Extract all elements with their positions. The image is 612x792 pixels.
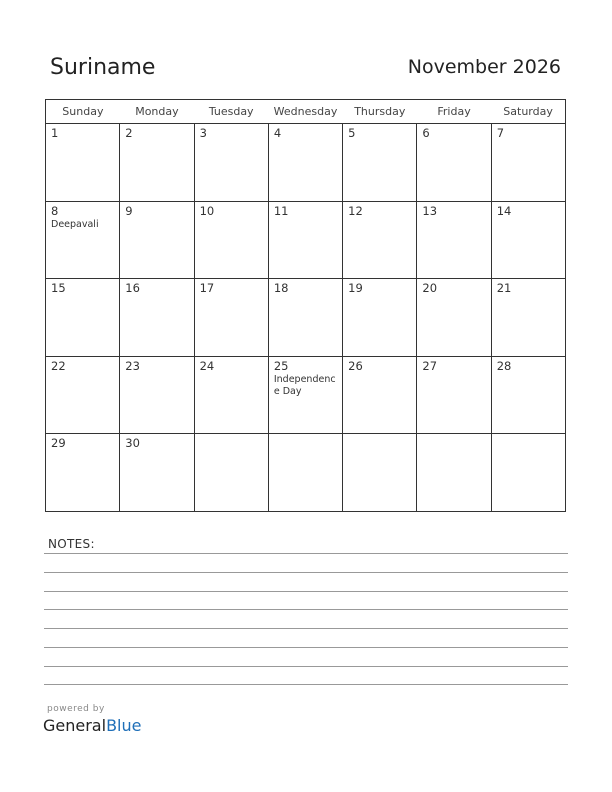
day-cell: [343, 434, 417, 512]
day-number: 3: [199, 126, 207, 140]
notes-label: NOTES:: [48, 537, 95, 551]
week-row: [46, 124, 566, 202]
day-cell: [194, 124, 268, 202]
day-cell: [46, 124, 120, 202]
day-number: 7: [496, 126, 505, 140]
day-number: 1: [51, 126, 59, 140]
note-line: [44, 684, 568, 685]
day-cell: [120, 279, 194, 357]
day-number: 2: [125, 126, 133, 140]
powered-by-text: powered by: [47, 704, 105, 714]
day-cell: [194, 201, 268, 279]
day-cell: [46, 279, 120, 357]
day-number: 18: [273, 281, 289, 296]
week-row: [46, 279, 566, 357]
day-number: 28: [496, 358, 512, 373]
weekday-sunday: Sunday: [46, 100, 120, 124]
day-cell: [268, 356, 342, 434]
day-number: 9: [125, 203, 133, 218]
day-number: 29: [51, 436, 66, 451]
day-number: 6: [422, 126, 430, 140]
week-row: [46, 356, 566, 434]
note-line: [44, 609, 568, 610]
day-number: 21: [496, 281, 512, 296]
weekday-tuesday: Tuesday: [194, 100, 268, 124]
generalblue-logo: [43, 716, 141, 735]
day-cell: [120, 434, 194, 512]
day-cell: [343, 201, 417, 279]
note-line: [44, 628, 568, 629]
day-cell: [120, 124, 194, 202]
calendar-grid: [45, 99, 566, 512]
day-number: 26: [348, 358, 363, 373]
day-number: 15: [51, 281, 66, 296]
day-cell: [194, 434, 268, 512]
day-number: 23: [125, 358, 140, 373]
week-row: [46, 201, 566, 279]
note-line: [44, 553, 568, 554]
day-number: 13: [422, 203, 438, 218]
day-number: 20: [422, 281, 438, 296]
day-cell: [417, 279, 491, 357]
day-number: 27: [422, 358, 438, 373]
day-cell: [343, 124, 417, 202]
day-cell: [46, 356, 120, 434]
day-number: 8: [51, 203, 59, 218]
week-row: [46, 434, 566, 512]
day-cell: [194, 279, 268, 357]
day-cell: [343, 279, 417, 357]
brand-general-text: General: [43, 716, 107, 735]
day-cell: [46, 434, 120, 512]
note-line: [44, 666, 568, 667]
day-cell: [491, 124, 565, 202]
weekday-monday: Monday: [120, 100, 194, 124]
day-number: 12: [348, 203, 363, 218]
day-cell: [491, 356, 565, 434]
day-cell: [417, 124, 491, 202]
holiday-label: Deepavali: [51, 218, 99, 230]
day-number: 30: [125, 436, 140, 451]
weekday-header-row: [46, 100, 566, 124]
brand-blue-text: Blue: [106, 716, 142, 735]
day-cell: [491, 201, 565, 279]
day-number: 25: [273, 358, 289, 373]
day-cell: [491, 279, 565, 357]
day-number: 5: [348, 126, 356, 140]
day-number: 24: [199, 358, 215, 373]
day-number: 4: [273, 126, 282, 140]
month-year-title: November 2026: [407, 56, 561, 78]
day-cell: [417, 434, 491, 512]
note-line: [44, 647, 568, 648]
note-line: [44, 591, 568, 592]
weekday-saturday: Saturday: [491, 100, 565, 124]
day-number: 14: [496, 203, 512, 218]
note-line: [44, 572, 568, 573]
day-number: 11: [273, 203, 289, 218]
day-cell: [268, 124, 342, 202]
day-cell: [268, 434, 342, 512]
day-cell: [491, 434, 565, 512]
weekday-wednesday: Wednesday: [268, 100, 342, 124]
day-cell: [268, 279, 342, 357]
holiday-label: Independence Day: [273, 373, 336, 397]
weekday-thursday: Thursday: [343, 100, 417, 124]
day-cell: [120, 356, 194, 434]
day-number: 22: [51, 358, 66, 373]
day-cell: [417, 356, 491, 434]
day-cell: [120, 201, 194, 279]
day-number: 17: [199, 281, 215, 296]
day-cell: [417, 201, 491, 279]
day-cell: [46, 201, 120, 279]
day-number: 16: [125, 281, 140, 296]
country-title: Suriname: [50, 55, 156, 80]
day-cell: [194, 356, 268, 434]
day-number: 10: [199, 203, 215, 218]
day-number: 19: [348, 281, 363, 296]
day-cell: [268, 201, 342, 279]
weekday-friday: Friday: [417, 100, 491, 124]
day-cell: [343, 356, 417, 434]
